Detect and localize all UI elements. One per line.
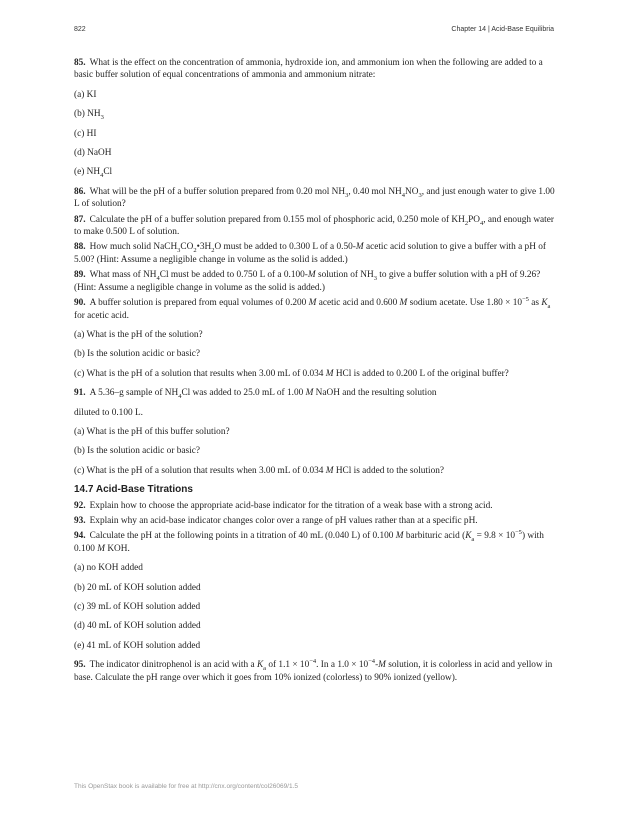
option-d: (d) 40 mL of KOH solution added: [74, 621, 201, 632]
page-number: 822: [74, 26, 86, 33]
option-b: (b) Is the solution acidic or basic?: [74, 349, 200, 360]
option-e: (e) $NH_4Cl$: [74, 167, 113, 180]
question-95: 95. The indicator dinitrophenol is an acid with a $K_a$ of $1.1 \times 10^{-4}$. In a $1.0 \times 10^{-4}-M$ solution, it is colorless in acid and yellow in base. Calculate the pH range over which it goes from 10% ionized (colorless) to 90% ionized (yellow).: [74, 658, 553, 683]
option-c: (c) 39 mL of KOH solution added: [74, 602, 201, 612]
question-86: 86. What will be the pH of a buffer solution prepared from 0.20 mol $NH_3$, 0.40 mol $NH_4NO_3$, and just enough water to give 1.00 L of solution?: [74, 186, 555, 210]
option-e: (e) 41 mL of KOH solution added: [74, 640, 201, 651]
option-c: (c) HI: [74, 128, 97, 139]
question-91-continued: diluted to 0.100 L.: [74, 407, 143, 418]
question-89: 89. What mass of $NH_4Cl$ must be added to 0.750 L of a 0.100-M solution of $NH_3$ to give a buffer solution with a pH of 9.26? (Hint: Assume a negligible change in volume as the solid is added.): [74, 270, 541, 293]
option-a: (a) no KOH added: [74, 563, 143, 574]
exercise-list: [74, 57, 556, 687]
option-b: (b) $NH_3$: [74, 109, 104, 122]
question-92: 92. Explain how to choose the appropriate acid-base indicator for the titration of a weak base with a strong acid.: [74, 500, 493, 511]
option-a: (a) KI: [74, 89, 97, 100]
section-heading: 14.7 Acid-Base Titrations: [74, 484, 193, 496]
question-90: 90. A buffer solution is prepared from equal volumes of 0.200 M acetic acid and 0.600 M sodium acetate. Use $1.80 \times 10^{-5}$ as $K_a$ for acetic acid.: [74, 296, 551, 321]
question-94: 94. Calculate the pH at the following points in a titration of 40 mL (0.040 L) of 0.100 M barbituric acid $(K_a = 9.8 \times 10^{-5})$ with 0.100 M KOH.: [74, 529, 544, 554]
option-b: (b) 20 mL of KOH solution added: [74, 582, 201, 593]
option-c: (c) What is the pH of a solution that results when 3.00 mL of 0.034 M HCl is added to 0.200 L of the original buffer?: [74, 368, 509, 379]
question-87: 87. Calculate the pH of a buffer solution prepared from 0.155 mol of phosphoric acid, 0.250 mole of $KH_2PO_4$, and enough water to make 0.500 L of solution.: [74, 214, 554, 238]
option-a: (a) What is the pH of the solution?: [74, 329, 203, 340]
chapter-title: Chapter 14 | Acid-Base Equilibria: [451, 26, 554, 33]
question-number: 85.: [74, 58, 86, 68]
option-a: (a) What is the pH of this buffer solution?: [74, 426, 230, 437]
footer-note: This OpenStax book is available for free at http://cnx.org/content/col26069/1.5: [74, 783, 299, 790]
option-d: (d) NaOH: [74, 148, 112, 159]
question-91: 91. A 5.36–g sample of $NH_4Cl$ was added to 25.0 mL of 1.00 M NaOH and the resulting solution: [74, 388, 437, 400]
option-c: (c) What is the pH of a solution that results when 3.00 mL of 0.034 M HCl is added to the solution?: [74, 465, 445, 476]
question-93: 93. Explain why an acid-base indicator changes color over a range of pH values rather than at a specific pH.: [74, 515, 478, 526]
option-b: (b) Is the solution acidic or basic?: [74, 446, 200, 457]
question-85: 85. What is the effect on the concentration of ammonia, hydroxide ion, and ammonium ion when the following are added to a basic buffer solution of equal concentrations of ammonia and ammonium nitrate:: [74, 58, 543, 81]
question-88: 88. How much solid $NaCH_3CO_2•3H_2O$ must be added to 0.300 L of a 0.50-M acetic acid solution to give a buffer with a pH of 5.00? (Hint: Assume a negligible change in volume as the solid is added.): [74, 242, 546, 265]
